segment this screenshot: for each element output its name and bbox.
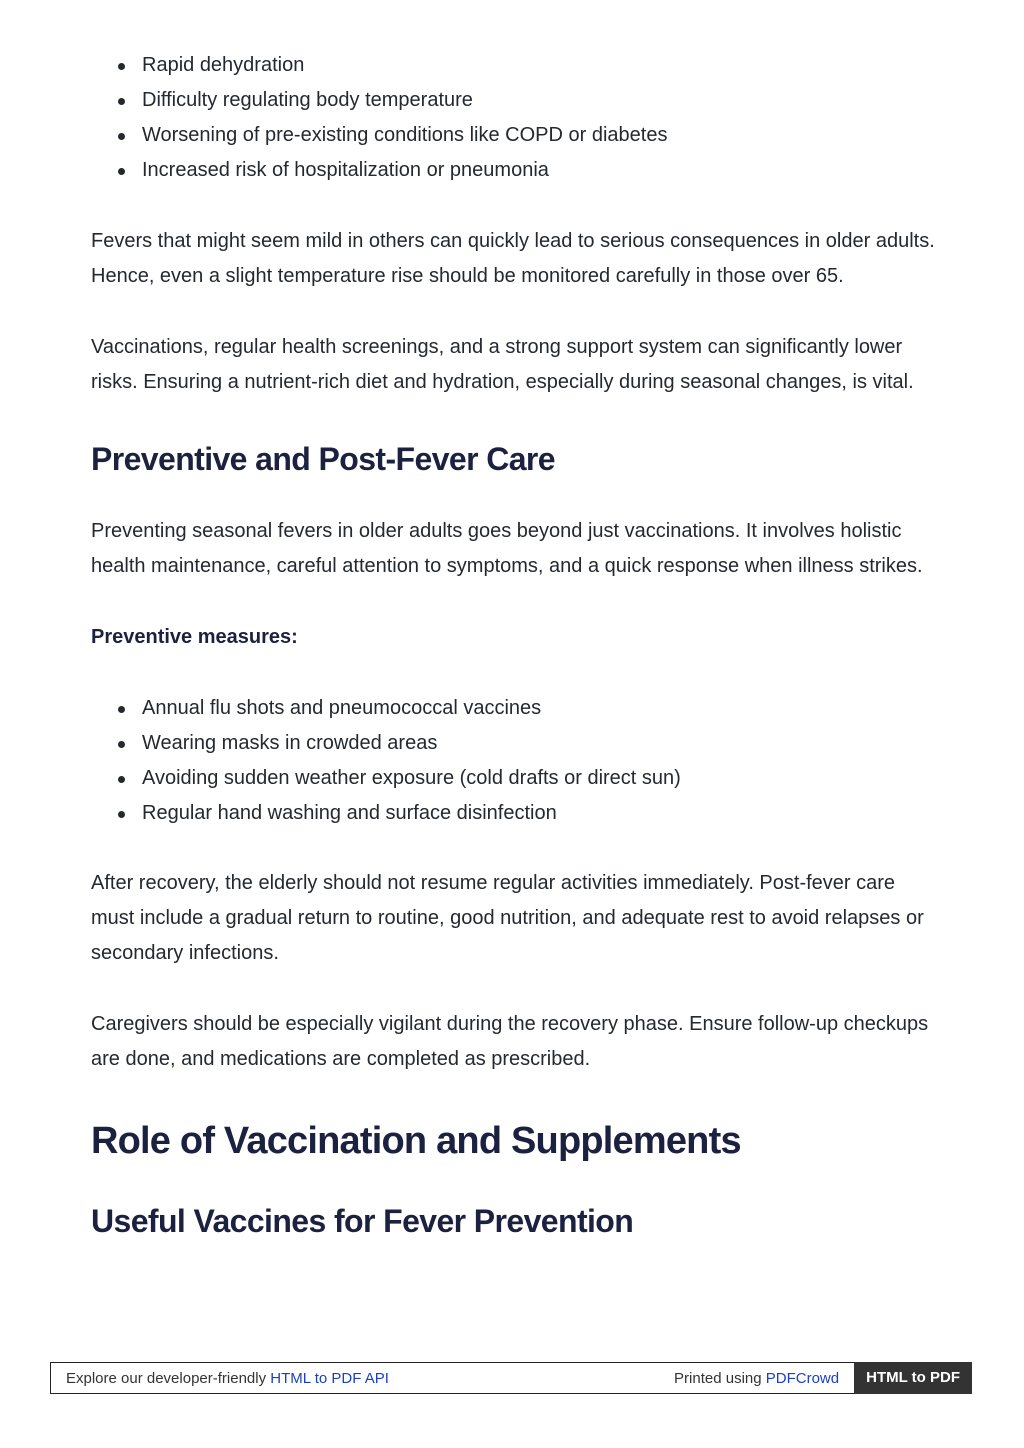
paragraph-preventing: Preventing seasonal fevers in older adults goes beyond just vaccinations. It involves holistic health maintenance, careful attention to symptoms, and a quick response when illness strikes. [91, 520, 923, 577]
list-item: Wearing masks in crowded areas [142, 726, 941, 761]
footer-printed [674, 1370, 854, 1387]
html-to-pdf-api-link[interactable]: HTML to PDF API [270, 1369, 389, 1387]
label-preventive-measures: Preventive measures: [91, 626, 298, 648]
list-item: Avoiding sudden weather exposure (cold drafts or direct sun) [142, 761, 941, 796]
heading-preventive-care: Preventive and Post-Fever Care [91, 441, 555, 477]
footer-bar [50, 1362, 972, 1394]
footer-explore-text: Explore our developer-friendly [66, 1369, 271, 1387]
footer-explore [51, 1370, 674, 1387]
list-item: Regular hand washing and surface disinfection [142, 796, 941, 831]
list-item: Increased risk of hospitalization or pneumonia [142, 153, 941, 188]
list-item: Annual flu shots and pneumococcal vaccines [142, 691, 941, 726]
list-item: Worsening of pre-existing conditions like COPD or diabetes [142, 118, 941, 153]
footer-printed-text: Printed using [674, 1369, 766, 1387]
heading-role-of-vaccination: Role of Vaccination and Supplements [91, 1120, 741, 1162]
paragraph-vaccinations: Vaccinations, regular health screenings, and a strong support system can significantly lower risks. Ensuring a nutrient-rich diet and hydration, especially during seasonal changes, is vital. [91, 336, 914, 393]
paragraph-fevers: Fevers that might seem mild in others can quickly lead to serious consequences in older adults. Hence, even a slight temperature rise should be monitored carefully in those over 65. [91, 230, 935, 287]
pdfcrowd-link[interactable]: PDFCrowd [765, 1369, 840, 1387]
paragraph-caregivers: Caregivers should be especially vigilant during the recovery phase. Ensure follow-up checkups are done, and medications are completed as prescribed. [91, 1013, 929, 1070]
paragraph-recovery: After recovery, the elderly should not resume regular activities immediately. Post-fever care must include a gradual return to routine, good nutrition, and adequate rest to avoid relapses or secondary infections. [91, 872, 924, 964]
list-item: Difficulty regulating body temperature [142, 83, 941, 118]
list-item: Rapid dehydration [142, 48, 941, 83]
heading-useful-vaccines: Useful Vaccines for Fever Prevention [91, 1203, 634, 1239]
risk-list [91, 48, 941, 188]
measures-list [91, 691, 941, 831]
html-to-pdf-button[interactable]: HTML to PDF [854, 1362, 972, 1394]
article-content [91, 48, 941, 1241]
